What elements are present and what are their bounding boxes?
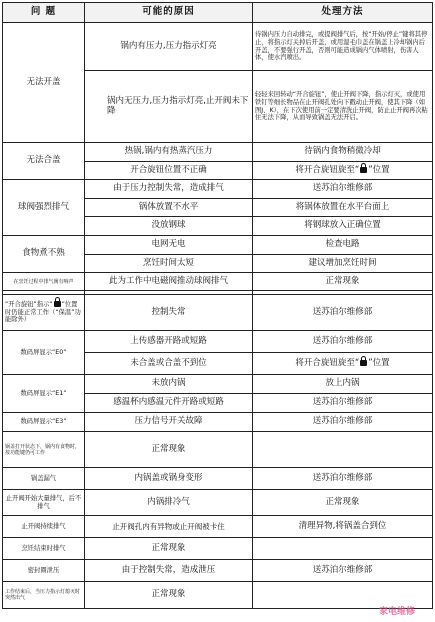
- problem-cell: 食物煮不熟: [3, 236, 85, 273]
- fix-cell: 正常现象: [253, 490, 433, 516]
- table-row: [3, 560, 433, 582]
- problem-cell: 止开阀持续排气: [3, 516, 85, 538]
- fix-cell: 建议增加烹饪时间: [253, 255, 433, 273]
- problem-text-post: ”位置时仍能正常工作（“保温”功能除外）: [5, 301, 81, 324]
- lock-icon: [360, 360, 367, 366]
- cause-cell: 烹饪时间太短: [85, 255, 253, 273]
- problem-cell: 无法合盖: [3, 143, 85, 180]
- table-row: [3, 413, 433, 432]
- fix-cell: 检查电路: [253, 236, 433, 255]
- fix-text-pre: 将开合旋钮旋至“: [295, 164, 360, 175]
- problem-cell: 数码屏显示“E0”: [3, 331, 85, 375]
- cause-cell: 此为工作中电磁阀推动球阀排气: [85, 273, 253, 291]
- problem-cell: [3, 295, 85, 331]
- table-row: [3, 143, 433, 162]
- fix-cell: 送苏泊尔维修部: [253, 331, 433, 353]
- table-row: [3, 468, 433, 490]
- header-fix: 处理方法: [253, 3, 433, 23]
- fix-cell: 放上内锅: [253, 375, 433, 394]
- problem-text-pre: “开合旋钮”指示“: [5, 301, 53, 309]
- unlock-icon: [360, 167, 367, 173]
- cause-cell: 压力信号开关故障: [85, 413, 253, 432]
- problem-cell: 数码屏显示“E3”: [3, 413, 85, 432]
- table-row: [3, 331, 433, 353]
- fix-cell: 送苏泊尔维修部: [253, 560, 433, 582]
- problem-cell: 数码屏显示“E1”: [3, 375, 85, 413]
- fix-text-post: ”位置: [368, 357, 390, 368]
- cause-cell: 电网无电: [85, 236, 253, 255]
- cause-cell: 内锅盖或锅身变形: [85, 468, 253, 490]
- table-row: [3, 375, 433, 394]
- problem-cell: 锅盖漏气: [3, 468, 85, 490]
- cause-cell: 锅内无压力,压力指示灯亮,止开阀未下降: [85, 71, 253, 143]
- fix-cell: 送苏泊尔维修部: [253, 394, 433, 413]
- cause-cell: 没放钢球: [85, 217, 253, 236]
- watermark-text: 家电维修: [379, 607, 416, 617]
- cause-cell: 上传感器开路或短路: [85, 331, 253, 353]
- fix-cell: [253, 353, 433, 375]
- cause-cell: 热锅,锅内有热蒸汽压力: [85, 143, 253, 162]
- fix-cell: [253, 432, 433, 468]
- fix-cell: 送苏泊尔维修部: [253, 413, 433, 432]
- table-row: [3, 432, 433, 468]
- fix-cell: 送苏泊尔维修部: [253, 180, 433, 199]
- cause-cell: 止开阀孔内有异物或止开阀被卡住: [85, 516, 253, 538]
- table-row: [3, 236, 433, 255]
- cause-cell: 正常现象: [85, 432, 253, 468]
- problem-cell: 无法开盖: [3, 23, 85, 143]
- fix-cell: 将钢球放入正确位置: [253, 217, 433, 236]
- fix-text-post: ”位置: [368, 164, 390, 175]
- cause-cell: 未合盖或合盖不到位: [85, 353, 253, 375]
- troubleshooting-sheet: [2, 2, 432, 609]
- fix-cell: 待锅内食物稍微冷却: [253, 143, 433, 162]
- header-cause: 可能的原因: [85, 3, 253, 23]
- fix-cell: 轻轻来回转动“开合旋钮”，使止开阀下降，指示灯灭，或使用铁钉等细长物品在止开阀孔处向下戳动止开阀，使其下降（如图J、K），在下次使用前一定要清洗止开阀，防止止开阀再次粘住无法下降，从而导致锅盖无法开启。: [253, 71, 433, 143]
- cause-cell: 锅内有压力,压力指示灯亮: [85, 23, 253, 71]
- fix-cell: 送苏泊尔维修部: [253, 295, 433, 331]
- watermark-logo: [379, 604, 431, 620]
- fix-cell: 清理异物,将锅盖合到位: [253, 516, 433, 538]
- table-row: [3, 490, 433, 516]
- problem-cell: 密封圈泄压: [3, 560, 85, 582]
- problem-cell: 烹饪结束时排气: [3, 538, 85, 560]
- problem-cell: 在烹饪过程中排气阀有响声: [3, 273, 85, 291]
- troubleshooting-table: [2, 2, 433, 609]
- unlock-icon: [54, 301, 61, 307]
- fix-cell: 正常现象: [253, 273, 433, 291]
- fix-text-pre: 将开合旋钮旋至“: [295, 357, 360, 368]
- table-row: [3, 23, 433, 71]
- table-row: [3, 180, 433, 199]
- cause-cell: 内锅排冷气: [85, 490, 253, 516]
- cause-cell: 开合旋钮位置不正确: [85, 162, 253, 180]
- table-row: [3, 582, 433, 609]
- cause-cell: 未放内锅: [85, 375, 253, 394]
- fix-cell: 待锅内压力自动排完，或提阀排气后，按“开始/停止”键将其停止，将指示灯关掉后开盖，或用湿毛巾盖在锅盖上冷却锅内后开盖，不要强行开盖，否则可能造成锅内气体喷射，伤害人体，使水汽喷出。: [253, 23, 433, 71]
- cause-cell: 由于控制失常，造成泄压: [85, 560, 253, 582]
- fix-cell: [253, 162, 433, 180]
- problem-cell: 止开阀开始大量排气，后不排气: [3, 490, 85, 516]
- cause-cell: 正常现象: [85, 538, 253, 560]
- table-row: [3, 295, 433, 331]
- problem-cell: 球阀强烈排气: [3, 180, 85, 236]
- table-row: [3, 273, 433, 291]
- table-row: [3, 538, 433, 560]
- fix-cell: [253, 538, 433, 560]
- table-header: [3, 3, 433, 23]
- cause-cell: 感温杯内感温元件开路或短路: [85, 394, 253, 413]
- table-row: [3, 516, 433, 538]
- header-problem: 问 题: [3, 3, 85, 23]
- cause-cell: 正常现象: [85, 582, 253, 609]
- problem-cell: 锅盖打开状态下，锅内有食物时，按功能键仍可工作: [3, 432, 85, 468]
- cause-cell: 由于压力控制失常，造成排气: [85, 180, 253, 199]
- fix-cell: 送苏泊尔维修部: [253, 468, 433, 490]
- cause-cell: 控制失常: [85, 295, 253, 331]
- fix-cell: 将锅体放置在水平台面上: [253, 199, 433, 217]
- cause-cell: 锅体放置不水平: [85, 199, 253, 217]
- problem-cell: 工作结束后，当压力指示灯熄灭时突然出气: [3, 582, 85, 609]
